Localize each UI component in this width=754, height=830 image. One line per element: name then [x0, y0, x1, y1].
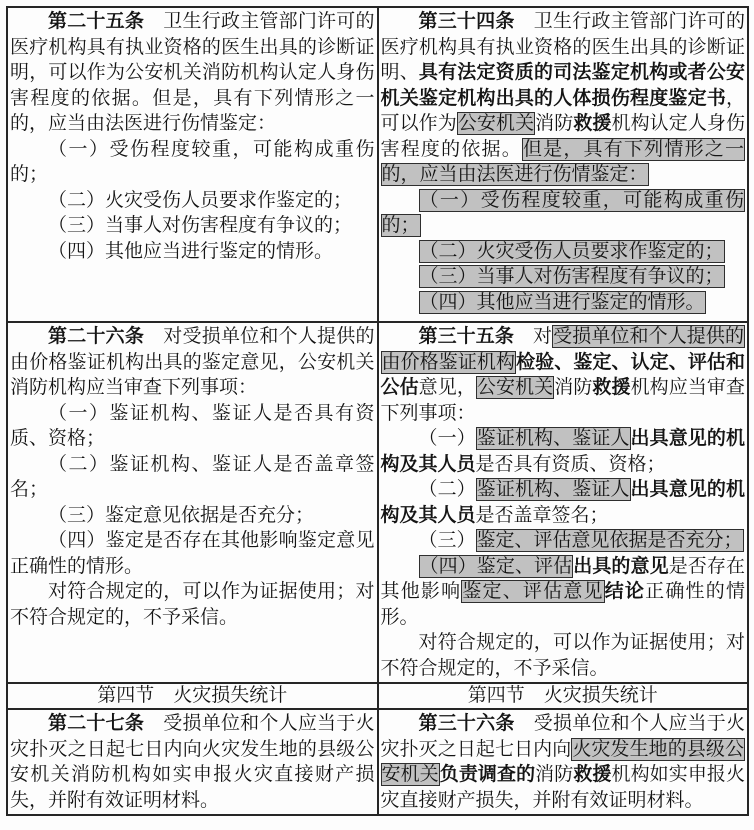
article-row [7, 322, 748, 683]
revision-highlighted-run: （二）火灾受伤人员要求作鉴定的； [419, 240, 724, 262]
text-run: 对符合规定的，可以作为证据使用；对不符合规定的，不予采信。 [10, 581, 375, 628]
text-run: 对符合规定的，可以作为证据使用；对不符合规定的，不予采信。 [380, 632, 745, 679]
paragraph [381, 630, 746, 681]
revision-highlighted-run: 鉴证机构、鉴证人 [476, 428, 630, 449]
revision-highlighted-run: （一）受伤程度较重，可能构成重伤的； [381, 189, 744, 236]
text-run: （一）受伤程度较重，可能构成重伤的； [10, 138, 375, 185]
text-run: 对 [513, 326, 553, 347]
text-run: 机构应当审查下列事项： [380, 377, 745, 424]
left-column-cell [7, 683, 378, 709]
paragraph [10, 528, 375, 579]
paragraph [10, 711, 375, 813]
text-run: 是否具有资质、资格； [475, 453, 666, 475]
revision-highlighted-run: 鉴证机构、鉴证人 [476, 479, 630, 500]
revision-highlighted-run: 但是，具有下列情形之一的，应当由法医进行伤情鉴定： [381, 138, 744, 185]
text-run: （一）鉴证机构、鉴证人是否具有资质、资格； [10, 402, 375, 449]
paragraph [381, 528, 746, 554]
section-heading [10, 685, 375, 707]
text-run: 机构如实申报火灾直接财产损失，并附有效证明材料。 [380, 764, 745, 811]
text-run: （二） [418, 479, 476, 500]
text-run: 消防 [535, 113, 574, 134]
text-run: 意见， [418, 377, 476, 398]
added-bold-run: 出具意见的机构及其人员 [380, 479, 745, 526]
paragraph [381, 239, 746, 265]
text-run: （三） [418, 530, 476, 551]
text-run: （三）鉴定意见依据是否充分； [48, 504, 315, 526]
added-bold-run: 结论 [604, 581, 646, 602]
paragraph [381, 554, 746, 631]
paragraph [10, 401, 375, 452]
revision-highlighted-run: 公安机关 [457, 113, 535, 134]
added-bold-run: 第二十七条 [48, 713, 145, 734]
section-heading [381, 685, 746, 707]
left-column-cell [7, 7, 378, 322]
text-run: 卫生行政主管部门许可的医疗机构具有执业资格的医生出具的诊断证明，可以作为公安机关消防机构认定人身伤害程度的依据。但是，具有下列情形之一的，应当由法医进行伤情鉴定： [10, 11, 375, 134]
left-column-cell [7, 322, 378, 683]
revision-highlighted-run: 火灾发生地的县级公安机关 [381, 738, 744, 785]
text-run: （四）鉴定是否存在其他影响鉴定意见正确性的情形。 [10, 530, 375, 577]
left-column-cell [7, 709, 378, 815]
paragraph [10, 239, 375, 265]
text-run: 消防 [554, 377, 593, 398]
comparison-table-body [7, 7, 748, 815]
added-bold-run: 救援 [592, 377, 631, 398]
text-run: 正确性的情形。 [380, 581, 745, 628]
paragraph [10, 137, 375, 188]
article-row [7, 709, 748, 815]
added-bold-run: 出具意见的机构及其人员 [380, 428, 745, 475]
paragraph [381, 324, 746, 426]
paragraph [381, 9, 746, 188]
revision-highlighted-run: （三）当事人对伤害程度有争议的； [419, 266, 724, 287]
added-bold-run: 负责调查的 [439, 764, 536, 785]
revision-highlighted-run: 受损单位和个人提供的由价格鉴证机构 [381, 326, 744, 373]
paragraph [381, 426, 746, 477]
text-run: 受损单位和个人应当于火灾扑灭之日起七日内向 [380, 713, 745, 760]
right-column-cell [378, 322, 749, 683]
text-run: ，可以作为 [380, 87, 745, 134]
added-bold-run: 第三十五条 [418, 326, 514, 347]
paragraph [10, 213, 375, 239]
text-run: 机构认定人身伤害程度的依据。 [380, 113, 745, 160]
added-bold-run: 救援 [573, 764, 612, 785]
revision-highlighted-run: 鉴定、评估意见 [462, 581, 604, 602]
added-bold-run: 第三十六条 [418, 713, 515, 734]
paragraph [10, 9, 375, 137]
revision-highlighted-run: 公安机关 [476, 377, 554, 398]
revision-highlighted-run: 鉴定、评估意见依据是否充分； [476, 530, 743, 551]
paragraph [10, 188, 375, 214]
text-run: 是否存在其他影响 [380, 555, 745, 602]
text-run: 受损单位和个人应当于火灾扑灭之日起七日内向火灾发生地的县级公安机关消防机构如实申报火灾直接财产损失，并附有效证明材料。 [10, 713, 375, 811]
paragraph [381, 477, 746, 528]
paragraph [10, 503, 375, 529]
text-run: 对受损单位和个人提供的由价格鉴证机构出具的鉴定意见，公安机关消防机构应当审查下列事项： [10, 326, 375, 398]
text-run: 第四节 火灾损失统计 [97, 685, 288, 706]
added-bold-run: 出具的意见 [573, 555, 669, 577]
paragraph [381, 290, 746, 316]
added-bold-run: 第二十五条 [48, 11, 145, 32]
text-run: 消防 [535, 764, 574, 785]
right-column-cell [378, 7, 749, 322]
paragraph [10, 452, 375, 503]
text-run: 第四节 火灾损失统计 [467, 685, 658, 706]
added-bold-run: 第二十六条 [48, 326, 145, 347]
added-bold-run: 救援 [573, 113, 612, 134]
added-bold-run: 第三十四条 [418, 11, 515, 32]
paragraph [381, 264, 746, 290]
text-run: 卫生行政主管部门许可的医疗机构具有执业资格的医生出具的诊断证明、 [380, 11, 745, 83]
text-run: （一） [418, 428, 476, 449]
comparison-table [6, 6, 749, 816]
revision-highlighted-run: （四）鉴定、评估 [419, 555, 573, 577]
text-run: 是否盖章签名； [475, 504, 609, 526]
text-run: （四）其他应当进行鉴定的情形。 [48, 240, 334, 262]
article-row [7, 7, 748, 322]
right-column-cell [378, 709, 749, 815]
text-run: （二）鉴证机构、鉴证人是否盖章签名； [10, 453, 375, 500]
paragraph [10, 579, 375, 630]
paragraph [381, 711, 746, 813]
text-run: （二）火灾受伤人员要求作鉴定的； [48, 189, 353, 211]
paragraph [381, 188, 746, 239]
added-bold-run: 具有法定资质的司法鉴定机构或者公安机关鉴定机构出具的人体损伤程度鉴定书 [380, 62, 745, 109]
paragraph [10, 324, 375, 401]
added-bold-run: 检验、鉴定、认定、评估和公估 [380, 351, 745, 398]
revision-highlighted-run: （四）其他应当进行鉴定的情形。 [419, 291, 705, 313]
right-column-cell [378, 683, 749, 709]
text-run: （三）当事人对伤害程度有争议的； [48, 215, 353, 236]
section-row [7, 683, 748, 709]
